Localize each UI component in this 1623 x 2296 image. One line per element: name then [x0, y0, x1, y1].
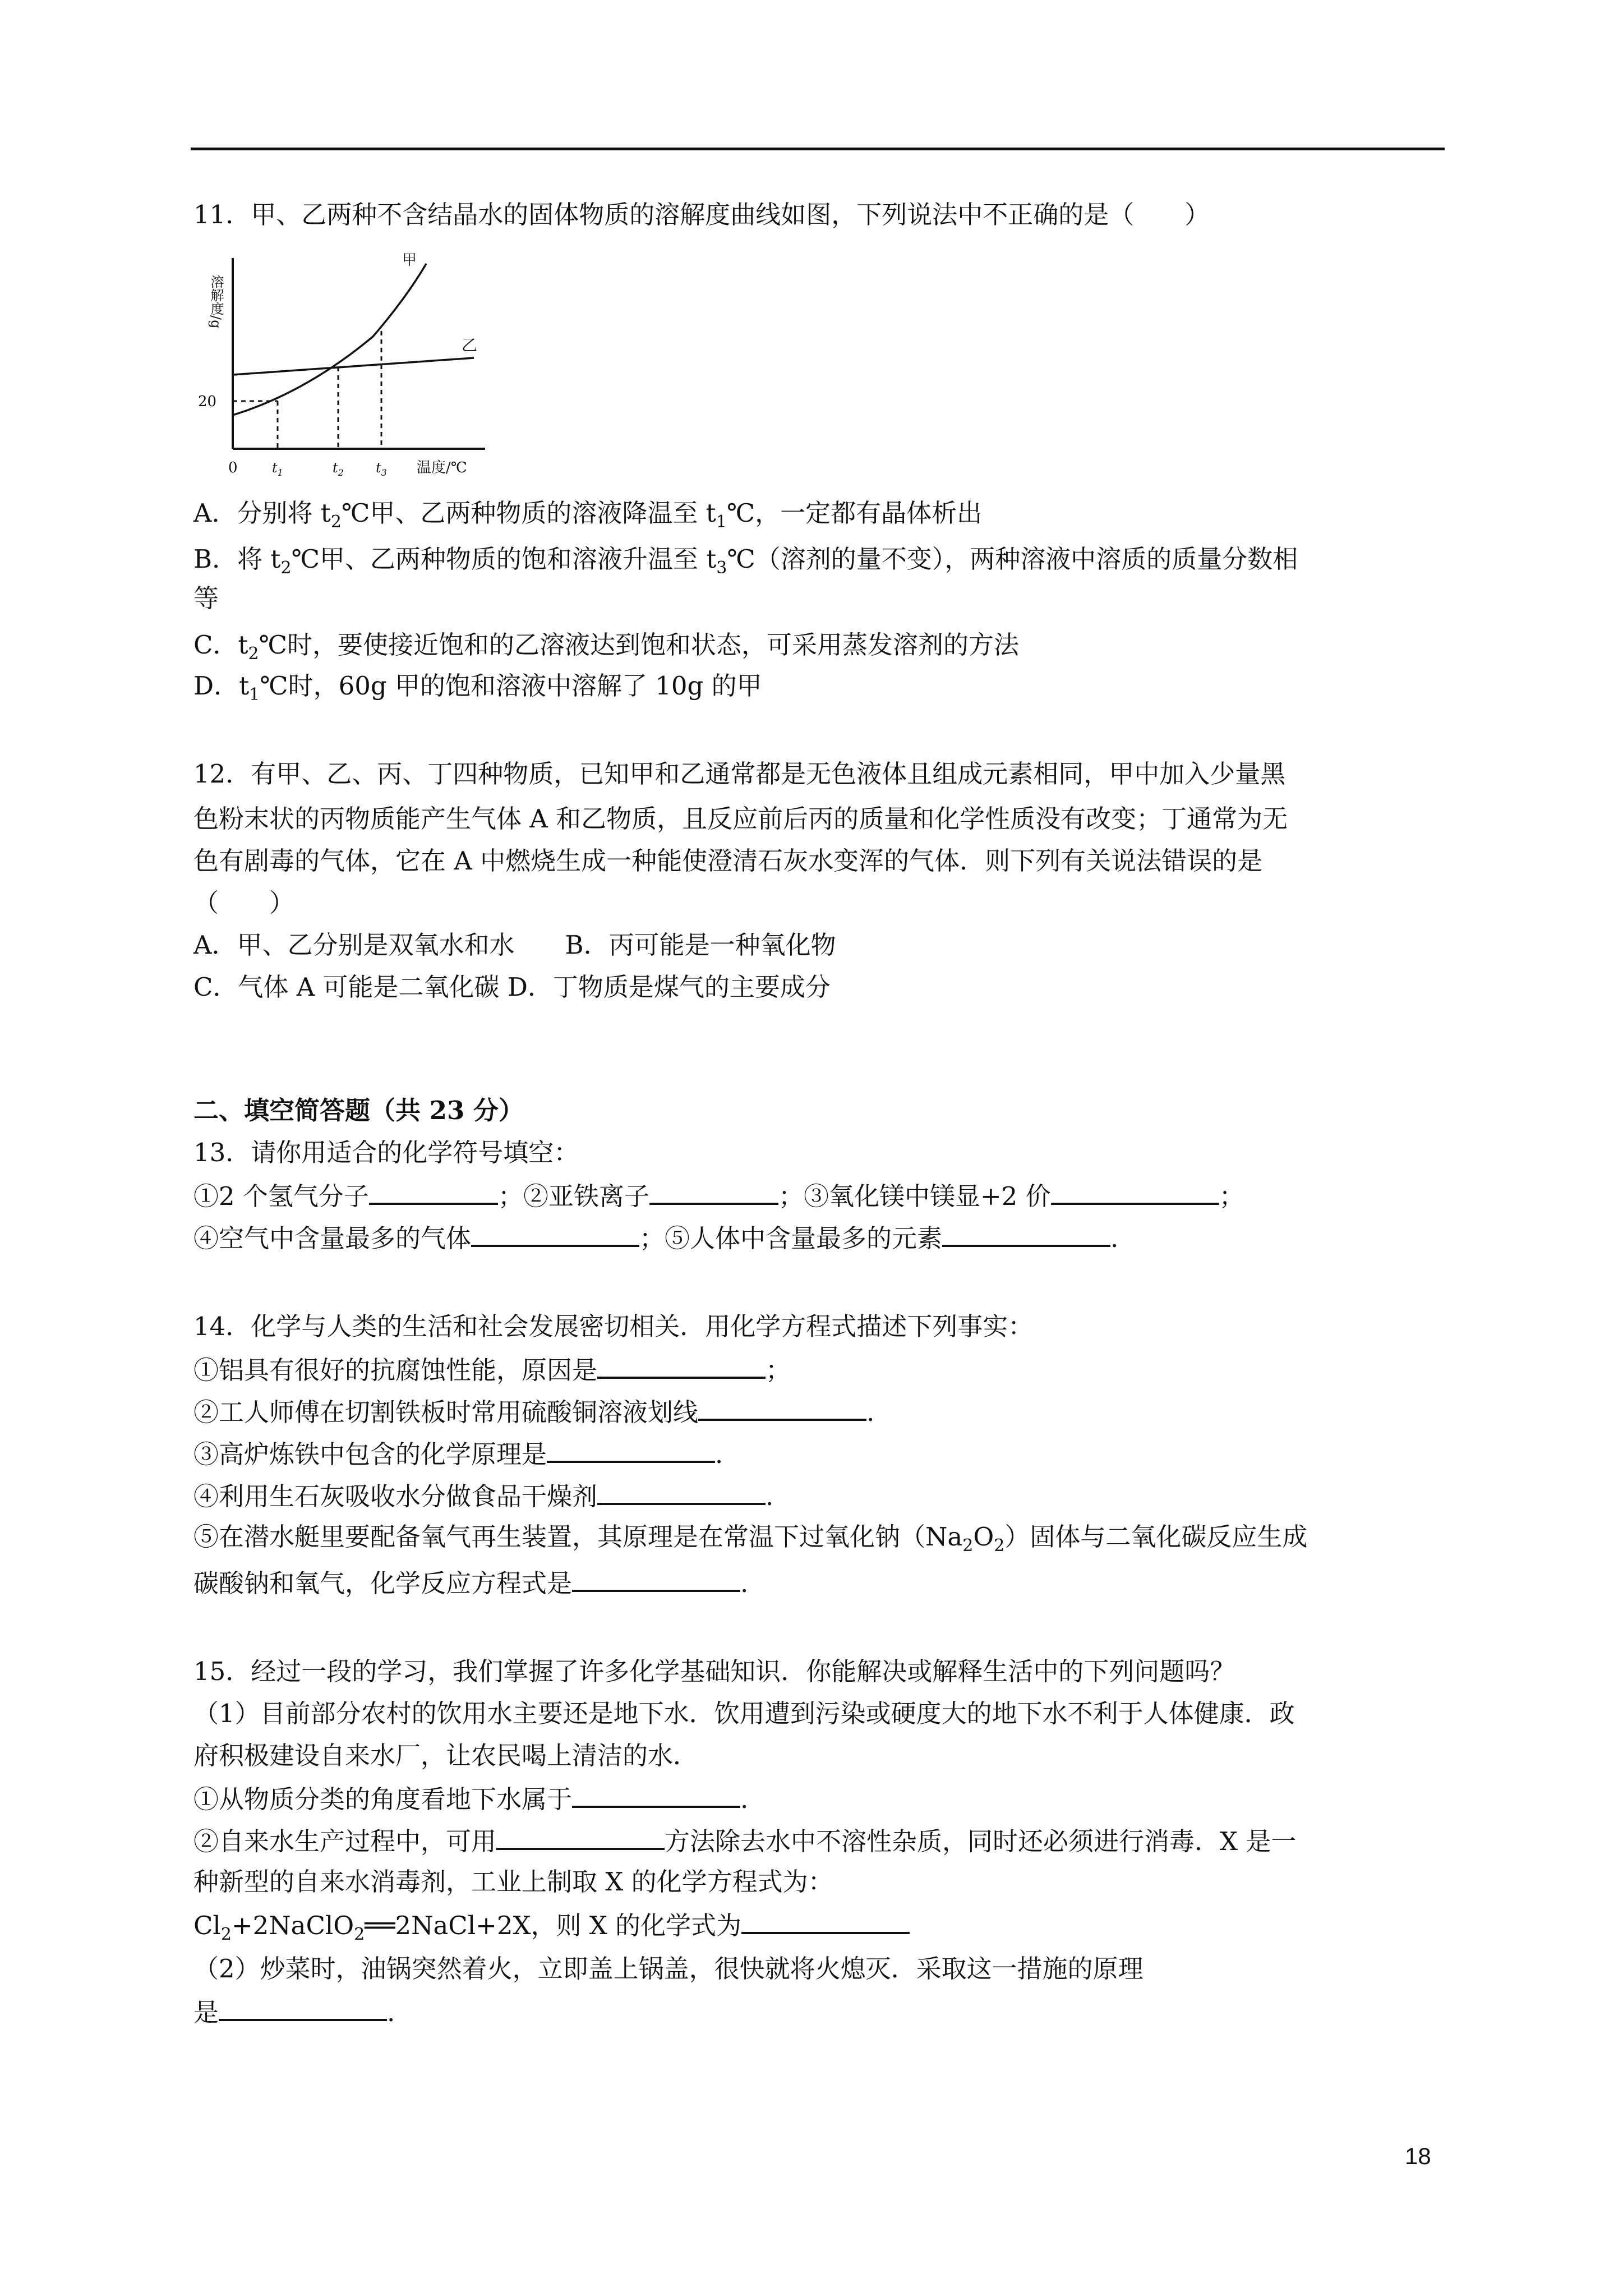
curve-yi: [233, 358, 474, 375]
q15-sub-2: ②自来水生产过程中，可用 方法除去水中不溶性杂质，同时还必须进行消毒．X 是一: [193, 1823, 1296, 1858]
q14-item-2: ②工人师傅在切割铁板时常用硫酸铜溶液划线 .: [193, 1394, 874, 1429]
answer-blank[interactable]: [572, 1781, 740, 1808]
q14-item-5: ⑤在潜水艇里要配备氧气再生装置，其原理是在常温下过氧化钠$(Na_2O_2)$固体与二氧化碳反应生成: [193, 1522, 1308, 1556]
q15-part-1-cont: 府积极建设自来水厂，让农民喝上清洁的水．: [193, 1741, 699, 1770]
q15-part-2-cont: 是 .: [193, 1994, 395, 2030]
q15-sub-1: ①从物质分类的角度看地下水属于 .: [193, 1781, 748, 1816]
x-tick-t2: $t_2$: [333, 460, 344, 478]
section-title: 二、填空简答题（共 23 分）: [193, 1096, 524, 1125]
q13-row-1: ①2 个氢气分子 ；②亚铁离子 ；③氧化镁中镁显+2 价 ；: [193, 1178, 1244, 1213]
q14-item-4: ④利用生石灰吸收水分做食品干燥剂 .: [193, 1478, 773, 1513]
q12-line-4: （ ）: [193, 888, 295, 918]
answer-blank[interactable]: [471, 1220, 639, 1247]
q12-options-ab: A．甲、乙分别是双氧水和水 B．丙可能是一种氧化物: [193, 930, 836, 960]
q14-item-3: ③高炉炼铁中包含的化学原理是 .: [193, 1436, 723, 1471]
q11-option-b: B．将 $t_2℃$甲、乙两种物质的饱和溶液升温至 $t_3℃$（溶剂的量不变），两种溶液中溶质的质量分数相: [193, 544, 1298, 578]
header-rule: [191, 148, 1445, 150]
y-axis-label: 溶解度/g: [208, 275, 224, 329]
q15-equation: $Cl_2+2NaClO_2══2NaCl+2X$，则 X 的化学式为: [193, 1907, 910, 1952]
label-yi: 乙: [462, 336, 478, 355]
q13-row-2: ④空气中含量最多的气体 ；⑤人体中含量最多的元素 .: [193, 1220, 1118, 1255]
q15-part-2: （2）炒菜时，油锅突然着火，立即盖上锅盖，很快就将火熄灭．采取这一措施的原理: [193, 1954, 1144, 1984]
q14-stem: 14．化学与人类的生活和社会发展密切相关．用化学方程式描述下列事实：: [193, 1312, 1034, 1341]
answer-blank[interactable]: [741, 1907, 910, 1934]
origin-label: 0: [228, 459, 238, 476]
q13-stem: 13．请你用适合的化学符号填空：: [193, 1138, 579, 1167]
q11-option-a: A．分别将 $t_2℃$甲、乙两种物质的溶液降温至 $t_1℃$，一定都有晶体析出: [193, 498, 983, 532]
x-axis-label: 温度/℃: [417, 459, 467, 476]
answer-blank[interactable]: [597, 1478, 766, 1505]
y-tick-20: 20: [198, 393, 217, 410]
answer-blank[interactable]: [496, 1823, 665, 1850]
answer-blank[interactable]: [649, 1178, 778, 1205]
answer-blank[interactable]: [572, 1565, 740, 1592]
q14-item-1: ①铝具有很好的抗腐蚀性能，原因是 ；: [193, 1352, 791, 1387]
answer-blank[interactable]: [597, 1352, 766, 1379]
answer-blank[interactable]: [369, 1178, 498, 1205]
q11-option-b-cont: 等: [193, 583, 219, 613]
answer-blank[interactable]: [547, 1436, 715, 1463]
q11-option-d: D．$t_1℃$时，60g 甲的饱和溶液中溶解了 10g 的甲: [193, 671, 762, 705]
solubility-curve-graph: [193, 252, 508, 488]
q12-line-3: 色有剧毒的气体，它在 A 中燃烧生成一种能使澄清石灰水变浑的气体．则下列有关说法错误的是: [193, 846, 1263, 876]
q11-option-c: C．$t_2℃$时，要使接近饱和的乙溶液达到饱和状态，可采用蒸发溶剂的方法: [193, 630, 1019, 664]
q15-stem: 15．经过一段的学习，我们掌握了许多化学基础知识．你能解决或解释生活中的下列问题吗？: [193, 1657, 1235, 1686]
page-number: 18: [1405, 2143, 1431, 2169]
q11-stem: 11．甲、乙两种不含结晶水的固体物质的溶解度曲线如图，下列说法中不正确的是（ ）: [193, 200, 1210, 229]
curve-jia: [233, 264, 426, 415]
x-tick-t1: $t_1$: [272, 460, 283, 478]
q12-line-1: 12．有甲、乙、丙、丁四种物质，已知甲和乙通常都是无色液体且组成元素相同，甲中加入少量黑: [193, 759, 1286, 789]
answer-blank[interactable]: [219, 1994, 387, 2021]
q12-options-cd: C．气体 A 可能是二氧化碳 D．丁物质是煤气的主要成分: [193, 972, 831, 1002]
x-tick-t3: $t_3$: [376, 460, 387, 478]
q14-item-5-cont: 碳酸钠和氧气，化学反应方程式是 .: [193, 1565, 748, 1600]
q12-line-2: 色粉末状的丙物质能产生气体 A 和乙物质，且反应前后丙的质量和化学性质没有改变；丁通常为无: [193, 804, 1288, 834]
q15-sub-2-cont: 种新型的自来水消毒剂，工业上制取 X 的化学方程式为：: [193, 1867, 833, 1897]
answer-blank[interactable]: [942, 1220, 1110, 1247]
answer-blank[interactable]: [1051, 1178, 1219, 1205]
label-jia: 甲: [402, 252, 417, 269]
q15-part-1: （1）目前部分农村的饮用水主要还是地下水．饮用遭到污染或硬度大的地下水不利于人体健康．政: [193, 1699, 1295, 1728]
answer-blank[interactable]: [698, 1394, 866, 1421]
